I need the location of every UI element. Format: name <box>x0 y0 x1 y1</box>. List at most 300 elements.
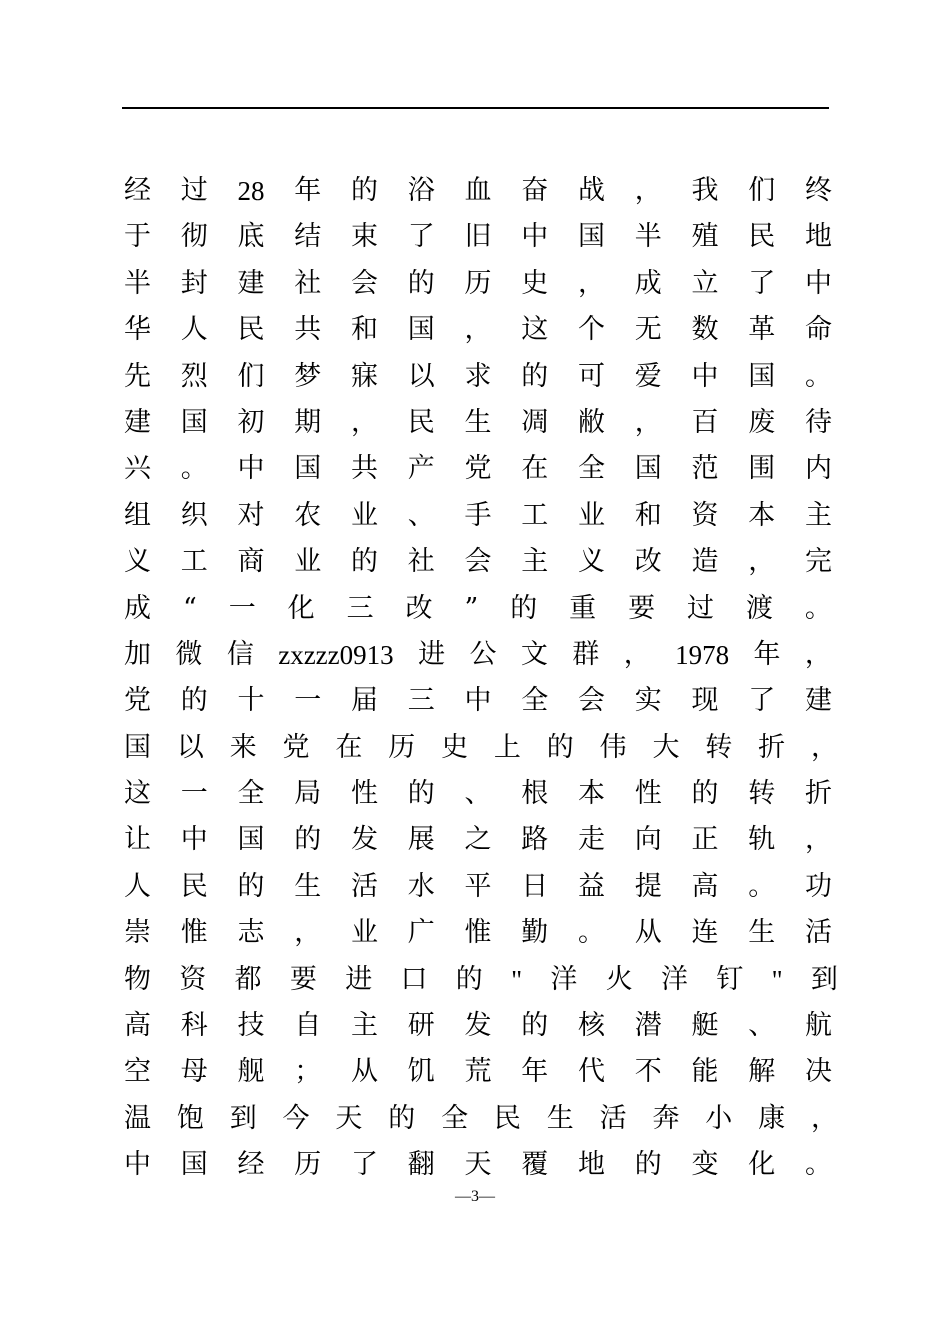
text-token: 完 <box>805 546 832 578</box>
text-token: 资 <box>179 963 207 995</box>
text-token: 主 <box>351 1010 378 1042</box>
text-token: 全 <box>441 1102 469 1134</box>
text-token: 社 <box>294 267 322 299</box>
text-token: 。 <box>180 453 208 485</box>
text-token: 国 <box>237 824 265 856</box>
text-token: 革 <box>748 314 776 346</box>
text-token: 民 <box>493 1102 521 1134</box>
text-token: 个 <box>578 314 605 346</box>
text-token: 会 <box>464 546 492 578</box>
text-token: 了 <box>407 221 435 253</box>
text-token: 战 <box>578 175 605 206</box>
text-token: 民 <box>407 406 435 438</box>
text-token: 勤 <box>521 917 549 949</box>
text-token: 变 <box>691 1149 719 1181</box>
text-token: 的 <box>237 870 265 902</box>
text-token: 历 <box>294 1149 322 1181</box>
text-token: 了 <box>351 1149 378 1181</box>
text-token: 信 <box>226 638 254 670</box>
text-token: 历 <box>464 267 492 299</box>
text-token: 国 <box>578 221 605 253</box>
text-token: 地 <box>805 221 832 253</box>
text-token: 建 <box>237 267 265 299</box>
text-token: ， <box>634 175 662 206</box>
text-token: 资 <box>691 499 719 531</box>
text-token: 。 <box>805 1149 832 1181</box>
text-token: 群 <box>572 638 600 670</box>
text-token: 的 <box>294 824 322 856</box>
body-text <box>124 168 838 1189</box>
text-token: 活 <box>805 917 832 949</box>
text-token: 历 <box>388 731 416 763</box>
text-token: 小 <box>705 1102 733 1134</box>
text-token: 中 <box>237 453 265 485</box>
text-token: 过 <box>687 592 714 624</box>
text-token: 命 <box>805 314 832 346</box>
text-token: 生 <box>294 870 322 902</box>
text-token: 覆 <box>521 1149 549 1181</box>
text-token: ， <box>634 406 662 438</box>
text-token: 期 <box>294 406 322 438</box>
text-token: 产 <box>407 453 435 485</box>
text-token: 百 <box>691 406 719 438</box>
text-token: 华 <box>124 314 151 346</box>
text-token: 局 <box>294 778 322 810</box>
text-line <box>124 586 832 632</box>
text-token: 高 <box>691 870 719 902</box>
text-token: 立 <box>691 267 719 299</box>
text-token: 中 <box>180 824 208 856</box>
text-token: 的 <box>521 360 549 392</box>
text-line <box>124 957 838 1003</box>
text-token: 荒 <box>464 1056 492 1088</box>
text-token: 。 <box>804 592 832 624</box>
text-token: 封 <box>180 267 208 299</box>
text-token: 之 <box>464 824 492 856</box>
text-token: 业 <box>578 499 605 531</box>
text-line <box>124 864 832 910</box>
text-token: 可 <box>578 360 605 392</box>
text-token: 发 <box>464 1010 492 1042</box>
text-token: " <box>771 964 783 995</box>
text-token: 渡 <box>745 592 773 624</box>
text-line <box>124 261 832 307</box>
text-line <box>124 817 832 863</box>
text-line <box>124 725 838 771</box>
text-token: 核 <box>578 1010 605 1042</box>
text-token: 生 <box>464 406 492 438</box>
text-token: 组 <box>124 499 151 531</box>
text-token: 无 <box>634 314 662 346</box>
text-token: 天 <box>335 1102 363 1134</box>
text-token: “ <box>182 592 197 624</box>
text-token: 微 <box>175 638 203 670</box>
text-token: 国 <box>634 453 662 485</box>
text-token: 的 <box>407 267 435 299</box>
text-token: 本 <box>748 499 776 531</box>
text-token: 。 <box>805 360 832 392</box>
text-token: 活 <box>599 1102 627 1134</box>
text-token: 国 <box>180 1149 208 1181</box>
text-token: 性 <box>634 778 662 810</box>
text-token: 天 <box>464 1149 492 1181</box>
text-token: 主 <box>805 499 832 531</box>
text-token: 血 <box>464 175 492 206</box>
text-token: 志 <box>237 917 265 949</box>
text-token: 十 <box>237 685 265 717</box>
text-token: 活 <box>351 870 378 902</box>
text-token: 提 <box>634 870 662 902</box>
text-token: 地 <box>578 1149 605 1181</box>
text-token: 先 <box>124 360 151 392</box>
text-token: 建 <box>124 406 151 438</box>
text-token: 党 <box>464 453 492 485</box>
text-token: 会 <box>351 267 378 299</box>
text-token: 中 <box>521 221 549 253</box>
text-token: 这 <box>124 778 151 810</box>
text-token: 数 <box>691 314 719 346</box>
text-token: 进 <box>418 638 446 670</box>
text-token: 化 <box>287 592 315 624</box>
text-token: 的 <box>521 1010 549 1042</box>
text-token: 崇 <box>124 917 151 949</box>
text-token: 民 <box>748 221 776 253</box>
text-line <box>124 307 832 353</box>
text-token: 们 <box>237 360 265 392</box>
text-token: 路 <box>521 824 549 856</box>
text-line <box>124 1003 832 1049</box>
text-token: 手 <box>464 499 492 531</box>
text-token: 的 <box>691 778 719 810</box>
text-token: 来 <box>229 731 257 763</box>
text-token: 业 <box>351 499 378 531</box>
text-line <box>124 678 832 724</box>
text-token: 终 <box>805 175 832 206</box>
text-token: 旧 <box>464 221 492 253</box>
text-token: 展 <box>407 824 435 856</box>
text-token: 的 <box>510 592 538 624</box>
text-token: ， <box>804 638 832 670</box>
text-token: 的 <box>351 175 378 206</box>
text-line <box>124 446 832 492</box>
text-token: 自 <box>294 1010 322 1042</box>
text-token: 生 <box>748 917 776 949</box>
text-token: 中 <box>464 685 492 717</box>
text-token: ， <box>294 917 322 949</box>
text-token: 艇 <box>691 1010 719 1042</box>
text-token: 半 <box>124 267 151 299</box>
text-token: 围 <box>748 453 776 485</box>
text-token: 国 <box>180 406 208 438</box>
text-token: 发 <box>351 824 378 856</box>
text-token: 重 <box>569 592 597 624</box>
text-token: 国 <box>748 360 776 392</box>
text-token: 28 <box>237 176 265 206</box>
text-token: 农 <box>294 499 322 531</box>
text-token: 生 <box>546 1102 574 1134</box>
text-token: ， <box>810 731 838 763</box>
text-line <box>124 1049 832 1095</box>
text-token: 中 <box>124 1149 151 1181</box>
text-token: 1978 <box>675 639 730 670</box>
text-token: 全 <box>578 453 605 485</box>
text-token: 内 <box>805 453 832 485</box>
text-token: 钉 <box>716 963 744 995</box>
text-token: 织 <box>180 499 208 531</box>
text-token: 结 <box>294 221 322 253</box>
text-token: 要 <box>289 963 317 995</box>
text-token: 功 <box>805 870 832 902</box>
text-token: 年 <box>521 1056 549 1088</box>
text-token: 史 <box>521 267 549 299</box>
text-token: 化 <box>748 1149 776 1181</box>
text-token: 空 <box>124 1056 151 1088</box>
text-token: ， <box>623 638 651 670</box>
text-token: 废 <box>748 406 776 438</box>
text-token: 公 <box>469 638 497 670</box>
text-token: 业 <box>294 546 322 578</box>
text-token: 年 <box>294 175 322 206</box>
text-token: 伟 <box>599 731 627 763</box>
text-token: 义 <box>578 546 605 578</box>
text-token: 上 <box>493 731 521 763</box>
text-token: ， <box>578 267 605 299</box>
text-token: 平 <box>464 870 492 902</box>
text-token: 彻 <box>180 221 208 253</box>
text-token: 从 <box>634 917 662 949</box>
text-token: 全 <box>521 685 549 717</box>
text-token: 日 <box>521 870 549 902</box>
text-line <box>124 1142 832 1188</box>
text-token: 敝 <box>578 406 605 438</box>
text-token: 经 <box>124 175 151 206</box>
text-token: 。 <box>578 917 605 949</box>
text-token: 史 <box>441 731 469 763</box>
text-token: 折 <box>758 731 786 763</box>
text-token: ， <box>464 314 492 346</box>
text-token: 范 <box>691 453 719 485</box>
text-token: 轨 <box>748 824 776 856</box>
text-token: 、 <box>464 778 492 810</box>
text-line <box>124 539 832 585</box>
text-token: 的 <box>407 778 435 810</box>
text-token: 加 <box>124 638 151 670</box>
text-token: 一 <box>228 592 256 624</box>
text-token: 初 <box>237 406 265 438</box>
text-token: 工 <box>180 546 208 578</box>
text-token: 洋 <box>550 963 578 995</box>
text-token: 都 <box>234 963 262 995</box>
text-token: 成 <box>124 592 151 624</box>
text-token: 的 <box>455 963 483 995</box>
text-token: 正 <box>691 824 719 856</box>
text-token: 建 <box>805 685 832 717</box>
text-token: ， <box>805 824 832 856</box>
text-token: 待 <box>805 406 832 438</box>
text-token: 口 <box>400 963 428 995</box>
text-token: 翻 <box>407 1149 435 1181</box>
text-token: 共 <box>351 453 378 485</box>
text-token: 益 <box>578 870 605 902</box>
text-token: 党 <box>282 731 310 763</box>
text-token: 改 <box>405 592 433 624</box>
text-token: 。 <box>748 870 776 902</box>
text-token: 要 <box>628 592 656 624</box>
text-token: 火 <box>605 963 633 995</box>
text-token: 束 <box>351 221 378 253</box>
text-token: 航 <box>805 1010 832 1042</box>
text-line <box>124 1096 838 1142</box>
text-token: 不 <box>634 1056 662 1088</box>
text-token: 求 <box>464 360 492 392</box>
text-token: 对 <box>237 499 265 531</box>
text-token: 实 <box>634 685 662 717</box>
text-token: 解 <box>748 1056 776 1088</box>
text-token: 寐 <box>351 360 378 392</box>
text-token: 折 <box>805 778 832 810</box>
text-token: 研 <box>407 1010 435 1042</box>
text-token: 向 <box>634 824 662 856</box>
text-token: 殖 <box>691 221 719 253</box>
text-line <box>124 354 832 400</box>
text-token: 民 <box>237 314 265 346</box>
text-token: 母 <box>180 1056 208 1088</box>
text-line <box>124 400 832 446</box>
text-token: 共 <box>294 314 322 346</box>
text-line <box>124 168 832 214</box>
text-token: 科 <box>180 1010 208 1042</box>
text-token: 现 <box>691 685 719 717</box>
text-token: 今 <box>282 1102 310 1134</box>
text-token: 温 <box>124 1102 151 1134</box>
text-token: zxzzz0913 <box>278 639 394 670</box>
text-token: 到 <box>810 963 838 995</box>
text-token: 党 <box>124 685 151 717</box>
text-token: 技 <box>237 1010 265 1042</box>
text-token: 的 <box>634 1149 662 1181</box>
text-token: 的 <box>351 546 378 578</box>
text-token: 让 <box>124 824 151 856</box>
text-token: 和 <box>351 314 378 346</box>
text-token: 转 <box>748 778 776 810</box>
text-token: 业 <box>351 917 378 949</box>
text-token: 凋 <box>521 406 549 438</box>
text-token: 国 <box>294 453 322 485</box>
text-token: 以 <box>407 360 435 392</box>
text-token: 能 <box>691 1056 719 1088</box>
text-token: ； <box>294 1056 322 1088</box>
text-token: 兴 <box>124 453 151 485</box>
text-token: 底 <box>237 221 265 253</box>
text-token: 改 <box>634 546 662 578</box>
text-token: 广 <box>407 917 435 949</box>
text-token: 惟 <box>464 917 492 949</box>
text-token: 梦 <box>294 360 322 392</box>
text-token: 性 <box>351 778 378 810</box>
text-token: 了 <box>748 267 776 299</box>
text-token: 根 <box>521 778 549 810</box>
text-token: 奔 <box>652 1102 680 1134</box>
text-token: 奋 <box>521 175 549 206</box>
text-token: 饱 <box>176 1102 204 1134</box>
text-token: 过 <box>180 175 208 206</box>
text-token: 国 <box>124 731 151 763</box>
text-token: 到 <box>229 1102 257 1134</box>
text-token: 于 <box>124 221 151 253</box>
text-token: 、 <box>748 1010 776 1042</box>
text-token: 高 <box>124 1010 151 1042</box>
text-token: 水 <box>407 870 435 902</box>
text-token: 三 <box>407 685 435 717</box>
text-token: 义 <box>124 546 151 578</box>
text-token: 人 <box>180 314 208 346</box>
text-token: 烈 <box>180 360 208 392</box>
text-token: ， <box>351 406 378 438</box>
header-rule <box>122 107 829 109</box>
text-token: 经 <box>237 1149 265 1181</box>
text-token: 惟 <box>180 917 208 949</box>
text-line <box>124 214 832 260</box>
text-line <box>124 771 832 817</box>
text-token: 我 <box>691 175 719 206</box>
text-token: 转 <box>705 731 733 763</box>
text-token: 社 <box>407 546 435 578</box>
text-token: 主 <box>521 546 549 578</box>
text-token: 洋 <box>661 963 688 995</box>
text-token: 们 <box>748 175 776 206</box>
text-token: 从 <box>351 1056 378 1088</box>
text-token: " <box>511 964 523 995</box>
text-token: 届 <box>351 685 378 717</box>
text-token: 年 <box>753 638 781 670</box>
text-token: 了 <box>748 685 776 717</box>
text-line <box>124 910 832 956</box>
text-token: 造 <box>691 546 719 578</box>
text-token: 中 <box>691 360 719 392</box>
text-token: 全 <box>237 778 265 810</box>
text-token: 半 <box>634 221 662 253</box>
text-token: 康 <box>758 1102 786 1134</box>
text-line <box>124 632 832 678</box>
text-token: 以 <box>176 731 204 763</box>
text-token: 的 <box>388 1102 416 1134</box>
text-token: 饥 <box>407 1056 435 1088</box>
text-token: 文 <box>520 638 548 670</box>
text-token: 一 <box>180 778 208 810</box>
text-token: 的 <box>546 731 574 763</box>
text-token: 中 <box>805 267 832 299</box>
text-token: 在 <box>335 731 363 763</box>
text-token: 的 <box>180 685 208 717</box>
text-token: 会 <box>578 685 605 717</box>
text-token: 代 <box>578 1056 605 1088</box>
text-token: 大 <box>652 731 680 763</box>
text-token: 工 <box>521 499 549 531</box>
text-token: 走 <box>578 824 605 856</box>
text-token: 决 <box>805 1056 832 1088</box>
text-token: 人 <box>124 870 151 902</box>
text-line <box>124 493 832 539</box>
text-token: 潜 <box>634 1010 662 1042</box>
text-token: 一 <box>294 685 322 717</box>
text-token: 民 <box>180 870 208 902</box>
text-token: 在 <box>521 453 549 485</box>
text-token: 爱 <box>634 360 662 392</box>
text-token: 国 <box>407 314 435 346</box>
text-token: 物 <box>124 963 151 995</box>
text-token: 进 <box>345 963 373 995</box>
text-token: 三 <box>346 592 374 624</box>
